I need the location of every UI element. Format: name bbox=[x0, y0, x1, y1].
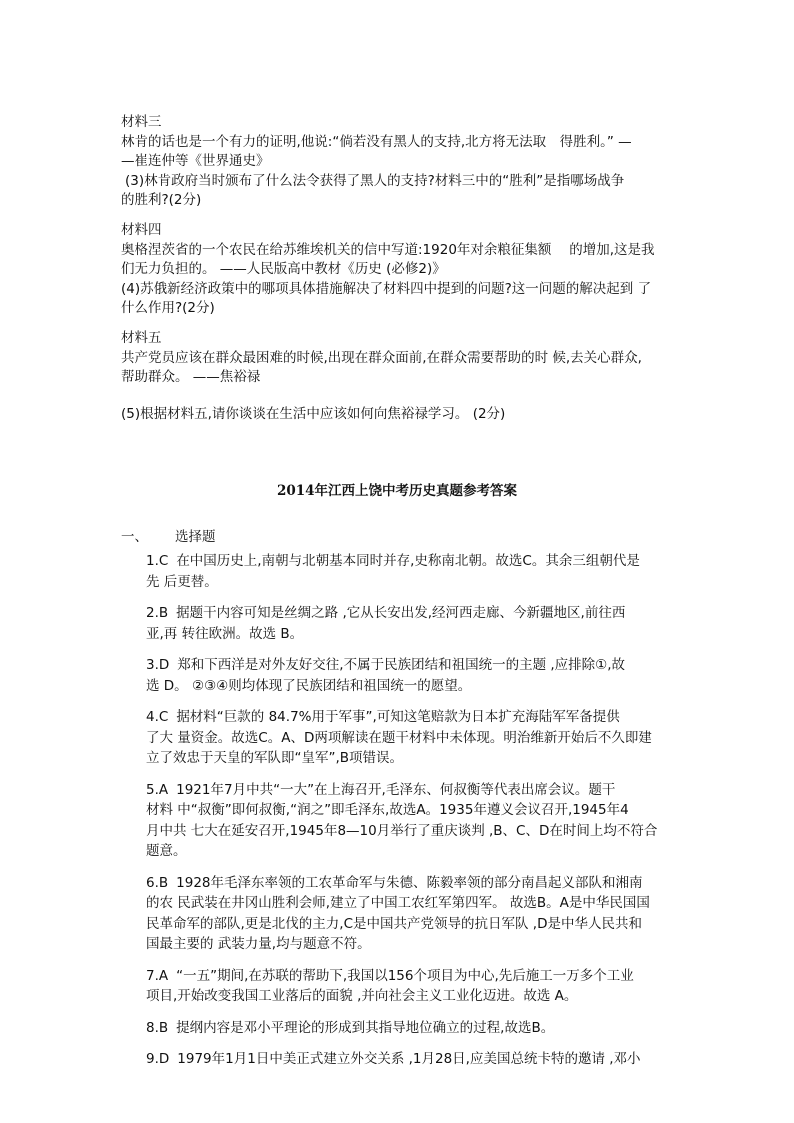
answer-key: 7.A bbox=[146, 967, 169, 984]
question-three-line1: (3)林肯政府当时颁布了什么法令获得了黑人的支持?材料三中的“胜利”是指哪场战争 bbox=[125, 172, 625, 189]
section-number: 一、 bbox=[121, 529, 148, 545]
answer-line: 郑和下西洋是对外友好交往,不属于民族团结和祖国统一的主题 ,应排除①,故 bbox=[177, 657, 626, 673]
answer-line: 在中国历史上,南朝与北朝基本同时并存,史称南北朝。故选C。其余三组朝代是 bbox=[176, 553, 640, 569]
question-four-line2: 什么作用?(2分) bbox=[121, 300, 215, 316]
section-label: 选择题 bbox=[175, 529, 216, 545]
answer-line: 月中共 七大在延安召开,1945年8—10月举行了重庆谈判 ,B、C、D在时间上均不符合 bbox=[146, 822, 658, 839]
question-five: (5)根据材料五,请你谈谈在生活中应该如何向焦裕禄学习。 (2分) bbox=[121, 406, 506, 422]
answer-list bbox=[146, 551, 674, 1081]
answer-key: 4.C bbox=[146, 709, 169, 725]
question-four-line1: (4)苏俄新经济政策中的哪项具体措施解决了材料四中提到的问题?这一问题的解决起到 了 bbox=[121, 280, 652, 297]
answer-title: 2014年江西上饶中考历史真题参考答案 bbox=[276, 483, 518, 499]
answer-item bbox=[146, 655, 674, 696]
answer-line: 先 后更替。 bbox=[146, 573, 218, 590]
answer-line: 提纲内容是邓小平理论的形成到其指导地位确立的过程,故选B。 bbox=[176, 1019, 555, 1036]
answer-item bbox=[146, 551, 674, 592]
section-heading bbox=[121, 525, 216, 545]
answer-line: 据材料“巨款的 84.7%用于军事”,可知这笔赔款为日本扩充海陆军军备提供 bbox=[176, 709, 620, 725]
answer-line: 立了效忠于天皇的军队即“皇军”,B项错误。 bbox=[146, 750, 404, 766]
answer-item bbox=[146, 707, 674, 769]
answer-item bbox=[146, 1049, 674, 1070]
answer-line: 项目,开始改变我国工业落后的面貌 ,并向社会主义工业化迈进。故选 A。 bbox=[146, 988, 578, 1004]
answer-line: 的农 民武装在井冈山胜利会师,建立了中国工农红军第四军。 故选B。A是中华民国国 bbox=[146, 895, 650, 911]
answer-line: 1979年1月1日中美正式建立外交关系 ,1月28日,应美国总统卡特的邀请 ,邓小 bbox=[177, 1051, 641, 1067]
answer-item bbox=[146, 1018, 674, 1039]
answer-item bbox=[146, 780, 674, 862]
material-four-title: 材料四 bbox=[121, 222, 162, 238]
answer-line: 1921年7月中共“一大”在上海召开,毛泽东、何叔衡等代表出席会议。题干 bbox=[176, 781, 616, 798]
answer-line: “一五”期间,在苏联的帮助下,我国以156个项目为中心,先后施工一万多个工业 bbox=[176, 967, 634, 984]
answer-line: 选 D。 ②③④则均体现了民族团结和祖国统一的愿望。 bbox=[146, 677, 472, 694]
material-five-title: 材料五 bbox=[121, 330, 162, 346]
answer-key: 2.B bbox=[146, 605, 169, 621]
question-three-line2: 的胜利?(2分) bbox=[121, 192, 202, 208]
answer-item bbox=[146, 873, 674, 955]
material-four-text-line1: 奥格涅茨省的一个农民在给苏维埃机关的信中写道:1920年对余粮征集额 的增加,这是我 bbox=[121, 241, 655, 258]
material-four-text-line2: 们无力负担的。 ——人民版高中教材《历史 (必修2)》 bbox=[121, 261, 446, 277]
material-three-title: 材料三 bbox=[121, 114, 162, 130]
answer-key: 5.A bbox=[146, 781, 169, 798]
answer-line: 题意。 bbox=[146, 843, 187, 859]
answer-line: 材料 中“叔衡”即何叔衡,“润之”即毛泽东,故选A。1935年遵义会议召开,1945年4 bbox=[146, 802, 629, 818]
answer-line: 国最主要的 武装力量,均与题意不符。 bbox=[146, 936, 371, 952]
material-five-text-line1: 共产党员应该在群众最困难的时候,出现在群众面前,在群众需要帮助的时 候,去关心群众, bbox=[121, 349, 642, 366]
answer-item bbox=[146, 603, 674, 644]
answer-key: 1.C bbox=[146, 553, 169, 569]
material-three bbox=[121, 113, 677, 211]
material-four bbox=[121, 221, 677, 319]
answer-key: 6.B bbox=[146, 874, 169, 891]
material-five bbox=[121, 329, 677, 388]
answer-line: 了大 量资金。故选C。A、D两项解读在题干材料中未体现。明治维新开始后不久即建 bbox=[146, 729, 652, 746]
material-three-source: —崔连仲等《世界通史》 bbox=[121, 153, 270, 169]
material-five-text-line2: 帮助群众。 ——焦裕禄 bbox=[121, 369, 261, 385]
answer-key: 9.D bbox=[146, 1051, 170, 1067]
answer-item bbox=[146, 966, 674, 1007]
answer-line: 亚,再 转往欧洲。故选 B。 bbox=[146, 625, 304, 642]
material-three-quote: 林肯的话也是一个有力的证明,他说:“倘若没有黑人的支持,北方将无法取 得胜利。” — bbox=[121, 133, 632, 150]
answer-key: 8.B bbox=[146, 1019, 169, 1036]
answer-key: 3.D bbox=[146, 657, 170, 673]
answer-line: 民革命军的部队,更是北伐的主力,C是中国共产党领导的抗日军队 ,D是中华人民共和 bbox=[146, 915, 642, 932]
answer-line: 据题干内容可知是丝绸之路 ,它从长安出发,经河西走廊、今新疆地区,前往西 bbox=[176, 605, 626, 621]
answer-line: 1928年毛泽东率领的工农革命军与朱德、陈毅率领的部分南昌起义部队和湘南 bbox=[176, 874, 643, 891]
